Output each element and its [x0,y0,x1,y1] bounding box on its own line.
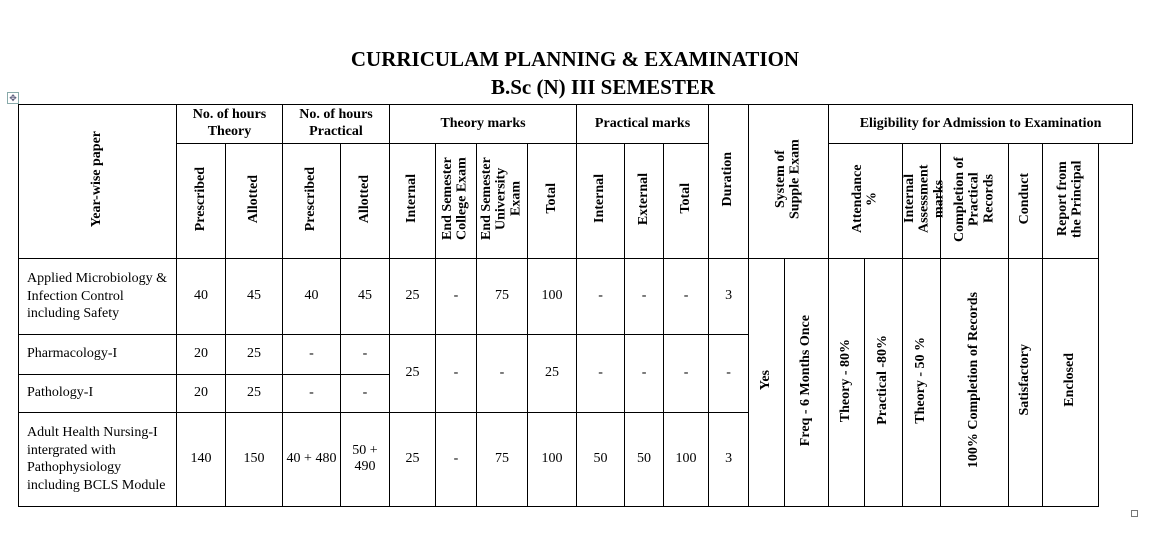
theory-prescribed: 20 [177,374,226,412]
header-report-principal: Report from the Principal [1043,144,1099,259]
attendance-theory: Theory - 80% [829,259,865,507]
duration: 3 [709,412,749,506]
header-practical-total: Total [664,144,709,259]
practical-total: 100 [664,412,709,506]
header-hours-practical: No. of hours Practical [283,105,390,144]
practical-external: - [625,334,664,412]
header-eligibility: Eligibility for Admission to Examination [829,105,1133,144]
header-attendance: Attendance % [829,144,903,259]
conduct-value: Satisfactory [1009,259,1043,507]
practical-prescribed: 40 + 480 [283,412,341,506]
completion-records-value: 100% Completion of Records [941,259,1009,507]
theory-college: - [436,259,477,334]
paper-name: Adult Health Nursing-I intergrated with Pathophysiology including BCLS Module [19,412,177,506]
header-year-wise-paper: Year-wise paper [19,105,177,259]
practical-external: - [625,259,664,334]
practical-prescribed: - [283,374,341,412]
header-practical-prescribed: Prescribed [283,144,341,259]
practical-internal: 50 [577,412,625,506]
practical-internal: - [577,259,625,334]
header-theory-internal: Internal [390,144,436,259]
theory-internal: 25 [390,334,436,412]
practical-allotted: - [341,334,390,374]
theory-total: 25 [528,334,577,412]
duration: 3 [709,259,749,334]
theory-total: 100 [528,259,577,334]
theory-prescribed: 40 [177,259,226,334]
header-completion-records: Completion of Practical Records [941,144,1009,259]
header-duration: Duration [709,105,749,259]
theory-prescribed: 140 [177,412,226,506]
paper-name: Applied Microbiology & Infection Control including Safety [19,259,177,334]
practical-allotted: 45 [341,259,390,334]
theory-university: 75 [477,412,528,506]
report-principal-value: Enclosed [1043,259,1099,507]
paper-name: Pathology-I [19,374,177,412]
practical-allotted: 50 + 490 [341,412,390,506]
table-resize-handle[interactable] [1131,510,1138,517]
header-theory-marks: Theory marks [390,105,577,144]
header-theory-total: Total [528,144,577,259]
theory-internal: 25 [390,259,436,334]
table-move-handle-icon[interactable]: ✥ [7,92,19,104]
practical-external: 50 [625,412,664,506]
theory-college: - [436,334,477,412]
theory-allotted: 45 [226,259,283,334]
practical-prescribed: 40 [283,259,341,334]
supple-answer: Yes [749,259,785,507]
header-hours-theory: No. of hours Theory [177,105,283,144]
header-practical-allotted: Allotted [341,144,390,259]
header-end-sem-university: End Semester University Exam [477,144,528,259]
curriculum-table [18,104,1133,507]
theory-allotted: 150 [226,412,283,506]
theory-university: - [477,334,528,412]
header-end-sem-college: End Semester College Exam [436,144,477,259]
header-internal-assessment: Internal Assessment marks [903,144,941,259]
page-title: CURRICULAM PLANNING & EXAMINATION [350,47,800,71]
page-subtitle: B.Sc (N) III SEMESTER [490,75,716,99]
table-row [19,259,1133,334]
attendance-practical: Practical -80% [865,259,903,507]
practical-prescribed: - [283,334,341,374]
header-supple: System of Supple Exam [749,105,829,259]
theory-university: 75 [477,259,528,334]
header-practical-marks: Practical marks [577,105,709,144]
header-theory-prescribed: Prescribed [177,144,226,259]
header-practical-internal: Internal [577,144,625,259]
practical-total: - [664,334,709,412]
theory-college: - [436,412,477,506]
practical-internal: - [577,334,625,412]
theory-internal: 25 [390,412,436,506]
theory-allotted: 25 [226,334,283,374]
paper-name: Pharmacology-I [19,334,177,374]
supple-frequency: Freq - 6 Months Once [785,259,829,507]
theory-prescribed: 20 [177,334,226,374]
practical-allotted: - [341,374,390,412]
duration: - [709,334,749,412]
theory-total: 100 [528,412,577,506]
header-conduct: Conduct [1009,144,1043,259]
theory-allotted: 25 [226,374,283,412]
practical-total: - [664,259,709,334]
header-theory-allotted: Allotted [226,144,283,259]
header-practical-external: External [625,144,664,259]
internal-assessment-value: Theory - 50 % [903,259,941,507]
